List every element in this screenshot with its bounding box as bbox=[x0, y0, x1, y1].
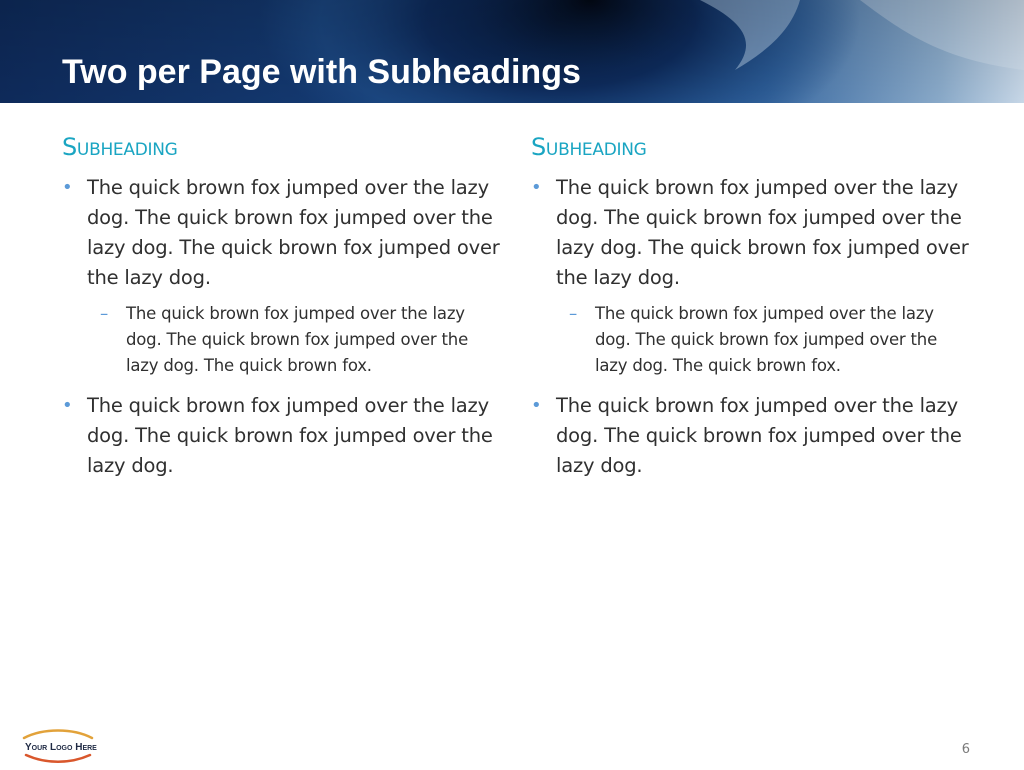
bullet-marker: • bbox=[62, 395, 73, 416]
left-subheading: Subheading bbox=[62, 133, 178, 161]
bullet-marker: • bbox=[62, 177, 73, 198]
right-sub-bullet bbox=[531, 301, 971, 379]
left-bullet-1 bbox=[62, 173, 502, 293]
dash-marker: – bbox=[569, 304, 578, 323]
page-number: 6 bbox=[961, 742, 970, 757]
left-column bbox=[62, 130, 502, 493]
slide-title: Two per Page with Subheadings bbox=[62, 53, 581, 91]
right-bullet-1-text: The quick brown fox jumped over the lazy dog. The quick brown fox jumped over the lazy dog. The quick brown fox jumped over the lazy dog. bbox=[556, 176, 969, 289]
left-bullet-2-text: The quick brown fox jumped over the lazy dog. The quick brown fox jumped over the lazy dog. bbox=[87, 394, 493, 477]
bullet-marker: • bbox=[531, 177, 542, 198]
left-bullet-1-text: The quick brown fox jumped over the lazy dog. The quick brown fox jumped over the lazy dog. The quick brown fox jumped over the lazy dog. bbox=[87, 176, 500, 289]
left-bullet-2 bbox=[62, 391, 502, 481]
right-subheading: Subheading bbox=[531, 133, 647, 161]
left-sub-bullet-text: The quick brown fox jumped over the lazy dog. The quick brown fox jumped over the lazy dog. The quick brown fox. bbox=[126, 304, 469, 375]
title-banner bbox=[0, 0, 1024, 103]
logo bbox=[18, 726, 98, 766]
logo-text: Your Logo Here bbox=[25, 742, 97, 753]
bullet-marker: • bbox=[531, 395, 542, 416]
right-bullet-2-text: The quick brown fox jumped over the lazy dog. The quick brown fox jumped over the lazy dog. bbox=[556, 394, 962, 477]
dash-marker: – bbox=[100, 304, 109, 323]
right-sub-bullet-text: The quick brown fox jumped over the lazy dog. The quick brown fox jumped over the lazy dog. The quick brown fox. bbox=[595, 304, 938, 375]
right-column bbox=[531, 130, 971, 493]
right-bullet-2 bbox=[531, 391, 971, 481]
right-bullet-1 bbox=[531, 173, 971, 293]
left-sub-bullet bbox=[62, 301, 502, 379]
